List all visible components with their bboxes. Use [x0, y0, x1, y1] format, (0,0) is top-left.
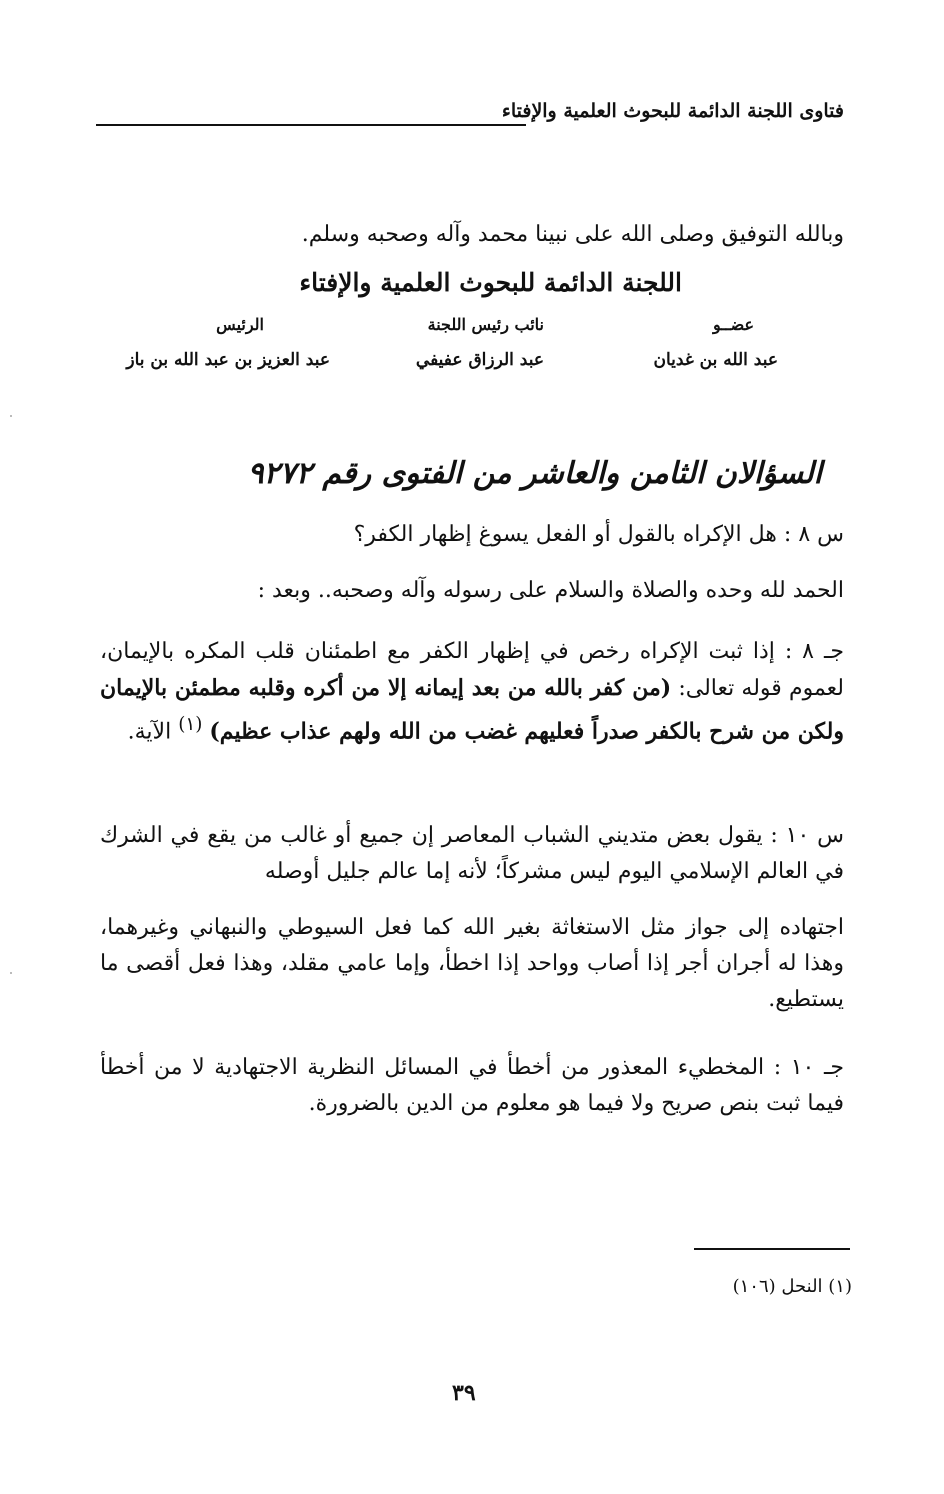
scan-edge-mark [10, 415, 12, 417]
quran-verse: (من كفر بالله من بعد إيمانه إلا من أكره وقلبه مطمئن بالإيمان ولكن من شرح بالكفر صدراً فعليهم غضب من الله ولهم عذاب عظيم) [100, 675, 844, 745]
committee-name: اللجنة الدائمة للبحوث العلمية والإفتاء [299, 268, 682, 297]
question-8: س ٨ : هل الإكراه بالقول أو الفعل يسوغ إظهار الكفر؟ [353, 522, 844, 547]
answer-10: جـ ١٠ : المخطيء المعذور من أخطأ في المسائل النظرية الاجتهادية لا من أخطأ فيما ثبت بنص صريح ولا فيما هو معلوم من الدين بالضرورة. [100, 1055, 844, 1116]
signatory-role-deputy: نائب رئيس اللجنة [427, 315, 544, 334]
signatory-role-member: عضــو [712, 315, 754, 334]
signatory-name-deputy: عبد الرزاق عفيفي [415, 350, 544, 370]
closing-line: وبالله التوفيق وصلى الله على نبينا محمد وآله وصحبه وسلم. [301, 222, 844, 247]
footnote-rule [694, 1248, 850, 1250]
section-heading: السؤالان الثامن والعاشر من الفتوى رقم ٩٢٧٢ [247, 456, 822, 491]
question-10-part-1: س ١٠ : يقول بعض متديني الشباب المعاصر إن جميع أو غالب من يقع في الشرك في العالم الإسلامي اليوم ليس مشركاً؛ لأنه إما عالم جليل أوصله [100, 823, 844, 884]
praise-line: الحمد لله وحده والصلاة والسلام على رسوله وآله وصحبه.. وبعد : [257, 578, 844, 603]
footnote-text: (١) النحل (١٠٦) [732, 1276, 852, 1297]
page-number: ٣٩ [452, 1380, 476, 1406]
answer-8-ending: الآية. [127, 719, 179, 745]
question-10-part-2: اجتهاده إلى جواز مثل الاستغاثة بغير الله كما فعل السيوطي والنبهاني وغيرهما، وهذا له أجران أجر إذا أصاب وواحد إذا اخطأ، وإما عامي مقلد، وهذا فعل أقصى ما يستطيع. [100, 915, 844, 1012]
header-rule [96, 124, 526, 126]
signatory-name-member: عبد الله بن غديان [653, 350, 778, 370]
answer-8-intro: جـ ٨ : إذا ثبت الإكراه رخص في إظهار الكفر مع اطمئنان قلب المكره بالإيمان، لعموم قوله تعالى: [100, 639, 844, 701]
footnote-reference: (١) [178, 714, 203, 735]
answer-8 [100, 634, 844, 750]
running-header-title: فتاوى اللجنة الدائمة للبحوث العلمية والإفتاء [501, 100, 844, 122]
scan-edge-mark [10, 972, 12, 974]
signatory-role-chairman: الرئيس [216, 315, 264, 334]
signatory-name-chairman: عبد العزيز بن عبد الله بن باز [126, 350, 330, 370]
